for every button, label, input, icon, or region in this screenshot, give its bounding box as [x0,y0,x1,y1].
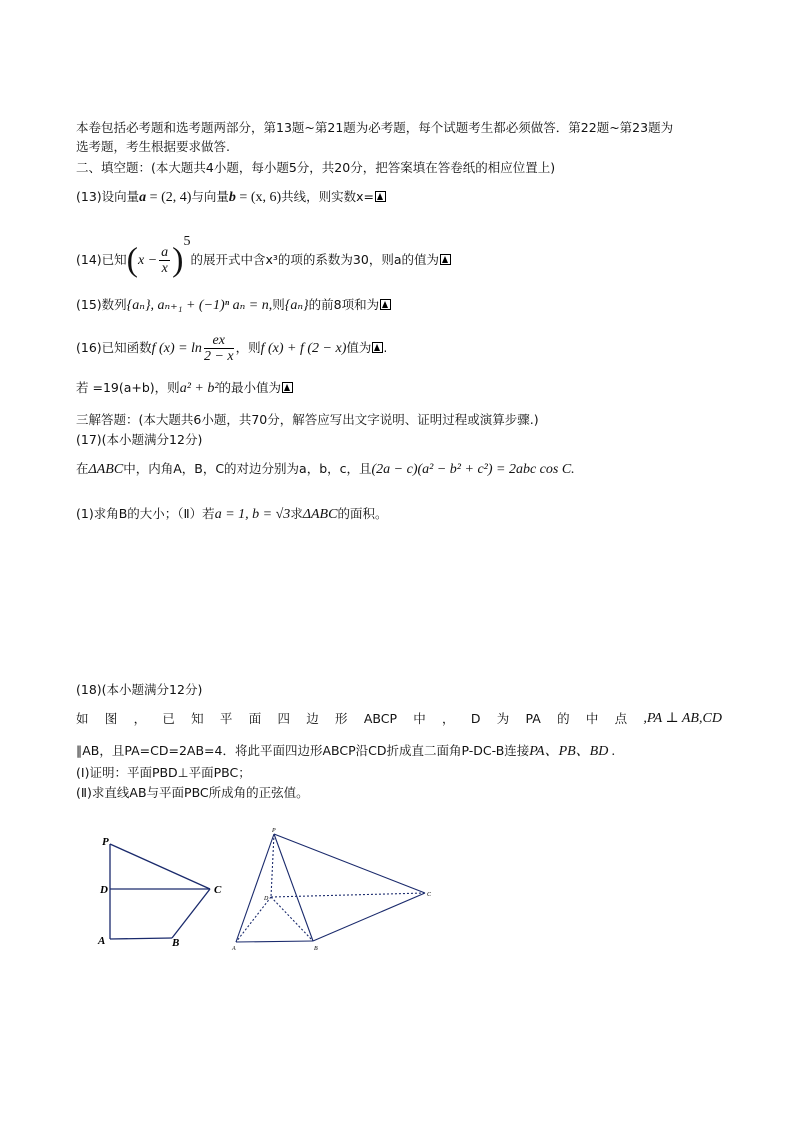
q18-line-1-token: ABCP [363,710,397,726]
q18-line-1-token: 中 [585,711,599,726]
q16-fx: f (x) = ln [151,341,202,356]
q18-line-1-token: ， [442,711,455,726]
q14-x: x − [138,253,158,269]
q18-line-1-token: 四 [277,711,290,726]
right-label-p: P [272,828,276,834]
q17-text-2: 中，内角A，B，C的对边分别为a，b，c，且 [123,461,372,476]
q17-triangle: ΔABC [88,462,124,477]
q17-text-1: 在 [76,461,89,476]
q17-part-prefix: (1)求角B的大小；（Ⅱ）若 [76,506,215,521]
section-2-title: 二、填空题：(本大题共4小题，每小题5分，共20分，把答案填在答卷纸的相应位置上) [76,160,556,175]
question-15 [76,296,391,315]
q18-line-1-token: 面 [248,711,262,726]
answer-blank-icon [375,191,386,202]
q13-suffix: 共线，则实数x= [281,189,375,204]
left-label-p: P [102,836,109,848]
folded-solid-figure [236,834,425,942]
q18-line-2 [76,742,615,761]
q18-line-1 [76,708,722,728]
q17-formula: (2a − c)(a² − b² + c²) = 2abc cos C. [371,462,575,477]
question-13 [76,188,386,207]
q16-mid: ，则 [235,340,261,355]
intro-line-2: 选考题，考生根据要求做答. [76,139,230,154]
q17-statement [76,460,575,479]
q18-line-1-token: ， [133,711,147,726]
q15-suffix: 的前8项和为 [308,297,380,312]
q14-exponent: 5 [183,234,191,249]
q18-line-1-token: 形 [335,711,348,726]
q15-sequence: {aₙ} [284,298,309,313]
right-label-b: B [314,946,318,952]
q-extra-prefix: 若 =19(a+b)，则 [76,380,180,395]
q13-mid: 与向量 [191,189,229,204]
q16-frac-num: ex [204,333,234,349]
q18-line-1-token: 平 [219,711,233,726]
answer-blank-icon [282,382,293,393]
q18-line-2-text: ∥AB，且PA=CD=2AB=4．将此平面四边形ABCP沿CD折成直二面角P-DC-B连接 [76,743,530,758]
q18-line-1-token: 图 [104,711,118,726]
q13-vector-b: b [228,190,236,205]
right-label-a: A [232,946,236,952]
q18-line-1-token: 的 [557,711,570,726]
left-label-b: B [172,937,180,949]
question-extra [76,379,293,398]
q17-part-condition: a = 1, b = √3 [214,507,291,522]
q18-line-1-token: PA [525,710,541,726]
q18-line-1-token: 边 [306,711,319,726]
q18-title: (18)(本小题满分12分) [76,682,203,697]
q17-part-mid: 求 [290,506,303,521]
answer-blank-icon [440,254,451,265]
q18-line-1-math: ,PA ⊥ AB,CD [643,710,722,726]
q18-line-1-token: D [470,710,481,726]
q16-prefix: (16)已知函数 [76,340,152,355]
q18-part-1: (Ⅰ)证明：平面PBD⊥平面PBC； [76,765,251,780]
left-label-a: A [98,935,106,947]
q18-line-1-token: 中 [413,711,426,726]
q16-suffix: 值为 [346,340,372,355]
q13-vector-b-value: = (x, 6) [235,190,282,205]
right-label-c: C [427,892,432,898]
answer-blank-icon [380,299,391,310]
q13-vector-a: a [139,190,147,205]
right-label-d: D [264,896,269,902]
question-14: (14)已知(x − $\frac{a}{x}$ )$^5$的展开式中含x³的项的系数为30，则a的值为 [76,236,451,276]
left-label-c: C [214,884,222,896]
q13-vector-a-value: = (2, 4) [146,190,192,205]
q15-prefix: (15)数列 [76,297,127,312]
q18-part-2: (Ⅱ)求直线AB与平面PBC所成角的正弦值。 [76,785,309,800]
q16-frac-den: 2 − x [203,349,234,364]
q14-frac-den: x [161,261,168,277]
q-extra-suffix: 的最小值为 [218,380,282,395]
q15-mid: 则 [272,297,285,312]
q16-expr: f (x) + f (2 − x) [260,341,347,356]
q18-line-2-math: PA、PB、BD . [529,744,616,759]
folding-figures [0,820,794,960]
q15-formula: {aₙ}, aₙ₊₁ + (−1)ⁿ aₙ = n, [126,298,273,313]
q18-line-1-token: 如 [76,711,89,726]
section-3-title: 三解答题：(本大题共6小题，共70分，解答应写出文字说明、证明过程或演算步骤.) [76,412,539,427]
q18-line-1-token: 为 [496,711,510,726]
q17-parts [76,505,387,524]
q18-line-1-token: 点 [614,711,628,726]
q14-suffix: 的展开式中含x³的项的系数为30，则a的值为 [190,252,439,268]
q17-part-triangle: ΔABC [302,507,338,522]
intro-line-1: 本卷包括必考题和选考题两部分，第13题~第21题为必考题，每个试题考生都必须做答．第22题~第23题为 [76,120,674,135]
q17-part-suffix: 的面积。 [337,506,388,521]
answer-blank-icon [372,342,383,353]
q18-line-1-token: 知 [191,711,204,726]
question-16: (16)已知函数f (x) = ln $\frac{ex}{2 - x}$ ，则f (x) + f (2 − x)值为 . [76,333,388,364]
left-label-d: D [100,884,108,896]
q-extra-expr: a² + b² [179,381,219,396]
q14-frac-num: a [161,245,169,261]
q17-title: (17)(本小题满分12分) [76,432,203,447]
q18-line-1-token: 已 [162,711,175,726]
planar-quadrilateral-figure [110,844,210,939]
q14-prefix: (14)已知 [76,252,127,268]
q13-prefix: (13)设向量 [76,189,140,204]
